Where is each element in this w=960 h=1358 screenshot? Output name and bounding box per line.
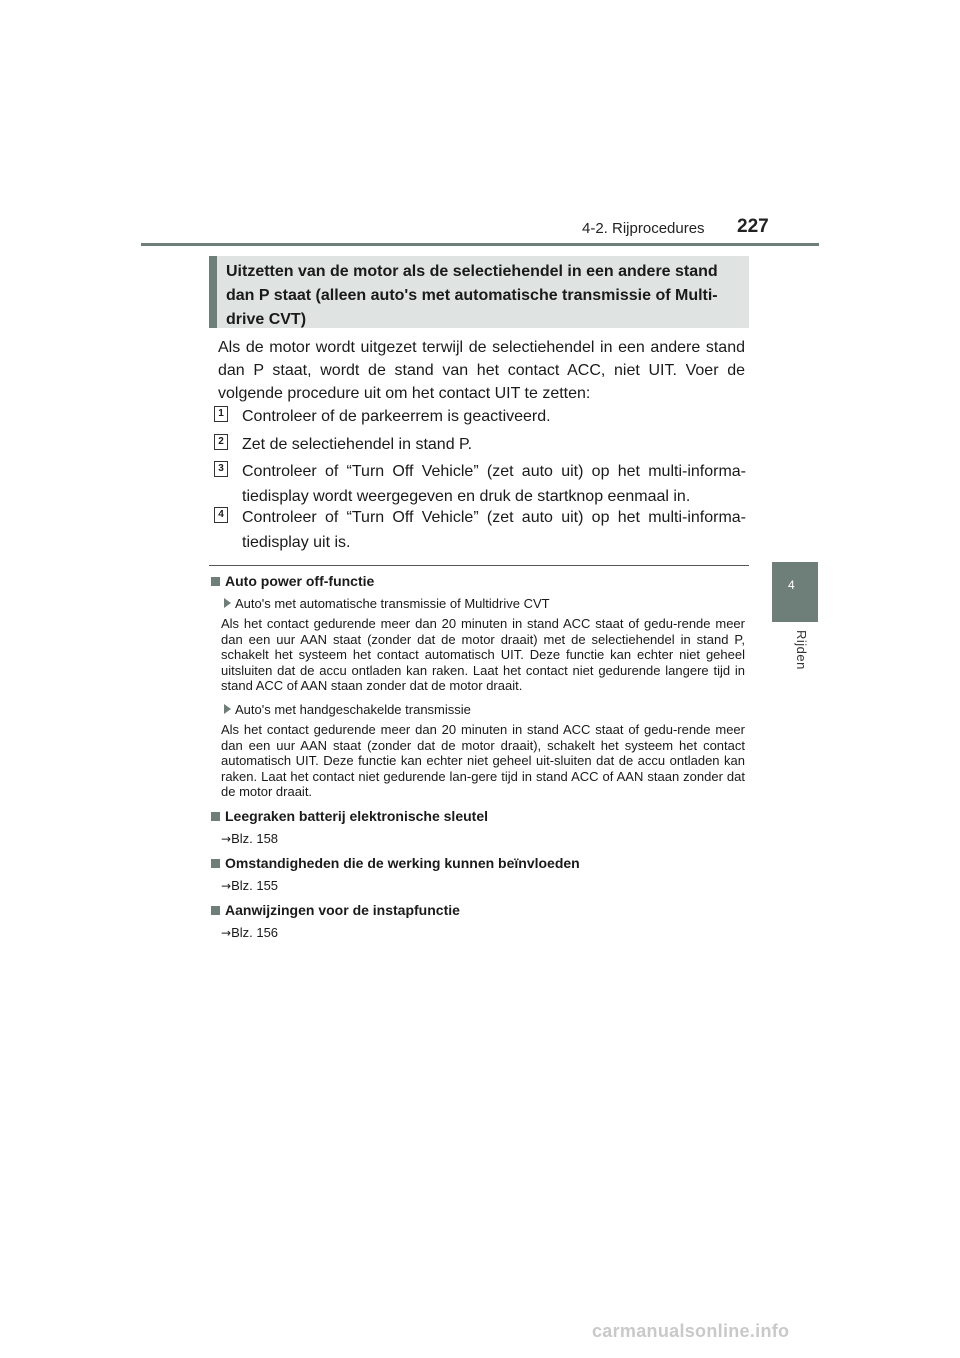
page-number: 227 bbox=[737, 216, 769, 237]
note-heading-conditions bbox=[211, 854, 745, 872]
page-reference-link[interactable] bbox=[221, 877, 745, 895]
note-heading-text: Leegraken batterij elektronische sleutel bbox=[225, 807, 488, 824]
step-number-badge: 4 bbox=[214, 507, 228, 523]
chapter-number: 4 bbox=[788, 578, 795, 592]
intro-paragraph: Als de motor wordt uitgezet terwijl de selectiehendel in een andere stand dan P staat, wordt de stand van het contact ACC, niet UIT. Voer de volgende procedure uit om het contact UIT te zetten: bbox=[218, 339, 745, 402]
page-reference-link[interactable] bbox=[221, 924, 745, 942]
note-heading-text: Aanwijzingen voor de instapfunctie bbox=[225, 901, 460, 918]
note-heading-battery bbox=[211, 807, 745, 825]
square-bullet-icon bbox=[211, 577, 220, 586]
square-bullet-icon bbox=[211, 906, 220, 915]
chapter-tab[interactable] bbox=[772, 562, 818, 622]
sub-heading-text: Auto's met handgeschakelde transmissie bbox=[235, 701, 471, 717]
note-heading-text: Auto power off-functie bbox=[225, 573, 375, 589]
step-text: Controleer of de parkeerrem is geactiveerd. bbox=[242, 408, 551, 425]
step-2 bbox=[214, 432, 746, 457]
section-divider bbox=[209, 565, 749, 566]
step-number-badge: 2 bbox=[214, 434, 228, 450]
arrow-right-icon: → bbox=[221, 878, 232, 893]
section-title: Uitzetten van de motor als de selectiehendel in een andere stand dan P staat (alleen auto's met automatische transmissie of Multi-drive CVT) bbox=[226, 263, 718, 328]
section-header: 4-2. Rijprocedures bbox=[582, 220, 705, 237]
step-4 bbox=[214, 505, 746, 555]
reference-text: Blz. 155 bbox=[231, 877, 279, 893]
step-number-badge: 1 bbox=[214, 406, 228, 422]
sub-heading-text: Auto's met automatische transmissie of Multidrive CVT bbox=[235, 596, 550, 611]
step-text: Zet de selectiehendel in stand P. bbox=[242, 436, 473, 453]
arrow-right-icon: → bbox=[221, 831, 232, 846]
reference-text: Blz. 156 bbox=[231, 924, 279, 940]
sub-heading-manual bbox=[224, 701, 745, 719]
step-1 bbox=[214, 404, 746, 429]
notes-section bbox=[211, 572, 745, 948]
step-number-badge: 3 bbox=[214, 461, 228, 477]
step-text: Controleer of “Turn Off Vehicle” (zet auto uit) op het multi-informa-tiedisplay uit is. bbox=[242, 509, 746, 551]
watermark-link[interactable]: carmanualsonline.info bbox=[592, 1321, 790, 1341]
step-text: Controleer of “Turn Off Vehicle” (zet auto uit) op het multi-informa-tiedisplay wordt weergegeven en druk de startknop eenmaal in. bbox=[242, 463, 746, 505]
page-reference-link[interactable] bbox=[221, 830, 745, 848]
step-3 bbox=[214, 459, 746, 509]
note-heading-text: Omstandigheden die de werking kunnen beïnvloeden bbox=[225, 854, 580, 871]
triangle-bullet-icon bbox=[224, 598, 231, 608]
square-bullet-icon bbox=[211, 812, 220, 821]
note-heading-entry bbox=[211, 901, 745, 919]
chapter-label: Rijden bbox=[794, 630, 809, 670]
note-body-manual: Als het contact gedurende meer dan 20 minuten in stand ACC staat of gedu-rende meer dan een uur AAN staat (zonder dat de motor draait), schakelt het systeem het contact automatisch UIT. Deze functie kan echter niet geheel uit-sluiten dat de accu ontladen kan raken. Laat het contact niet gedurende lan-gere tijd in stand ACC of AAN staan zonder dat de motor draait. bbox=[221, 721, 745, 800]
triangle-bullet-icon bbox=[224, 704, 231, 714]
sub-heading-automatic bbox=[224, 595, 745, 613]
note-heading-auto-power bbox=[211, 572, 745, 590]
reference-text: Blz. 158 bbox=[231, 830, 279, 846]
section-title-box bbox=[209, 256, 749, 328]
header-divider bbox=[141, 243, 819, 246]
square-bullet-icon bbox=[211, 859, 220, 868]
note-body-automatic: Als het contact gedurende meer dan 20 minuten in stand ACC staat of gedu-rende meer dan een uur AAN staat (zonder dat de motor draait) met de selectiehendel in stand P, schakelt het systeem het contact automatisch UIT. Deze functie kan echter niet geheel uitsluiten dat de accu ontladen kan raken. Laat het contact niet gedurende langere tijd in stand ACC of AAN staan zonder dat de motor draait. bbox=[221, 616, 745, 694]
arrow-right-icon: → bbox=[221, 925, 232, 940]
